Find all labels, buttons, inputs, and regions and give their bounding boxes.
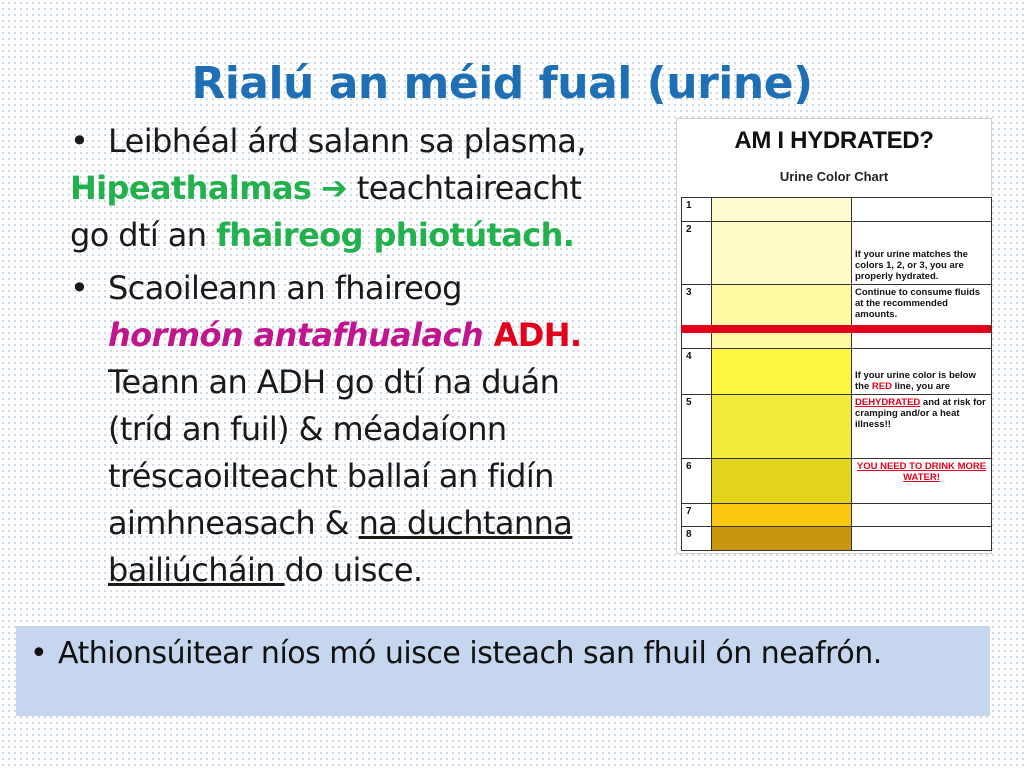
color-swatch [712, 198, 852, 222]
bullet-2-text: aimhneasach & [108, 504, 359, 542]
bullet-2-line-2 [108, 312, 670, 359]
color-swatch [712, 285, 852, 349]
bullet-2-line-4: (tríd an fuil) & méadaíonn [108, 410, 507, 448]
note-text: If your urine color is below the [855, 369, 976, 392]
note-red-word: DEHYDRATED [855, 396, 921, 408]
bullet-1 [70, 118, 670, 165]
bullet-2-line-6 [108, 500, 670, 547]
color-row [682, 527, 992, 551]
term-adh: ADH. [483, 316, 582, 354]
term-hormon-antafhualach: hormón antafhualach [108, 316, 484, 354]
color-row [682, 503, 992, 527]
bullet-1-line-1: Leibhéal árd salann sa plasma, [108, 122, 586, 160]
row-number: 7 [682, 503, 712, 527]
bullet-1-text-b: go dtí an [70, 216, 217, 254]
bullet-2-line-3: Teann an ADH go dtí na duán [108, 363, 560, 401]
term-fhaireog-phiotutach: fhaireog phiotútach. [216, 216, 575, 254]
color-swatch [712, 349, 852, 394]
bullet-2-line-1: Scaoileann an fhaireog [108, 269, 462, 307]
bullet-2-text-end: do uisce. [284, 551, 423, 589]
bullet-2 [70, 265, 670, 594]
note-drink-water: YOU NEED TO DRINK MORE WATER! [852, 458, 992, 503]
color-row [682, 458, 992, 503]
note-text: and at risk for cramping and/or a heat illness!! [855, 396, 986, 430]
term-bailiuchain: bailiúcháin [108, 551, 285, 589]
note-text: line, you are [891, 380, 951, 392]
row-number: 6 [682, 458, 712, 503]
bullet-2-line-5: tréscaoilteacht ballaí an fidín [108, 457, 554, 495]
color-row [682, 394, 992, 458]
note-red-word: RED [871, 380, 892, 392]
color-row [682, 349, 992, 394]
color-row [682, 221, 992, 285]
color-swatch [712, 503, 852, 527]
row-number: 8 [682, 527, 712, 551]
bullet-1-continuation [70, 165, 670, 212]
term-duchtanna: na duchtanna [358, 504, 573, 542]
bullet-text-block [70, 118, 670, 594]
row-number: 3 [682, 285, 712, 349]
note-below-red [852, 349, 992, 394]
note-empty [852, 527, 992, 551]
urine-color-table [681, 197, 992, 551]
banner-text: Athionsúitear níos mó uisce isteach san fhuil ón neafrón. [58, 636, 882, 671]
note-continue: Continue to consume fluids at the recommended amounts. [852, 285, 992, 349]
row-number: 2 [682, 221, 712, 285]
hydration-chart-image [676, 118, 992, 554]
bullet-dot: • [70, 269, 89, 307]
term-hipeathalmas: Hipeathalmas [70, 169, 312, 207]
note-empty [852, 198, 992, 222]
red-threshold-line [681, 325, 991, 333]
row-number: 4 [682, 349, 712, 394]
color-swatch [712, 221, 852, 285]
slide-title: Rialú an méid fual (urine) [191, 58, 813, 109]
bullet-dot: • [30, 636, 48, 671]
color-swatch [712, 527, 852, 551]
hydration-chart-subtitle: Urine Color Chart [779, 169, 889, 184]
note-empty [852, 503, 992, 527]
note-hydrated: If your urine matches the colors 1, 2, or 3, you are properly hydrated. [852, 221, 992, 285]
color-swatch [712, 394, 852, 458]
row-number: 5 [682, 394, 712, 458]
arrow-right-icon: ➔ [320, 169, 348, 207]
bullet-2-line-7 [108, 547, 670, 594]
color-row [682, 198, 992, 222]
summary-banner [16, 626, 990, 716]
note-dehydrated [852, 394, 992, 458]
bullet-1-text: teachtaireacht [347, 169, 582, 207]
bullet-dot: • [70, 122, 89, 160]
bullet-1-line-3 [70, 212, 670, 259]
row-number: 1 [682, 198, 712, 222]
color-row [682, 285, 992, 349]
color-swatch [712, 458, 852, 503]
hydration-chart-title: AM I HYDRATED? [734, 127, 934, 154]
